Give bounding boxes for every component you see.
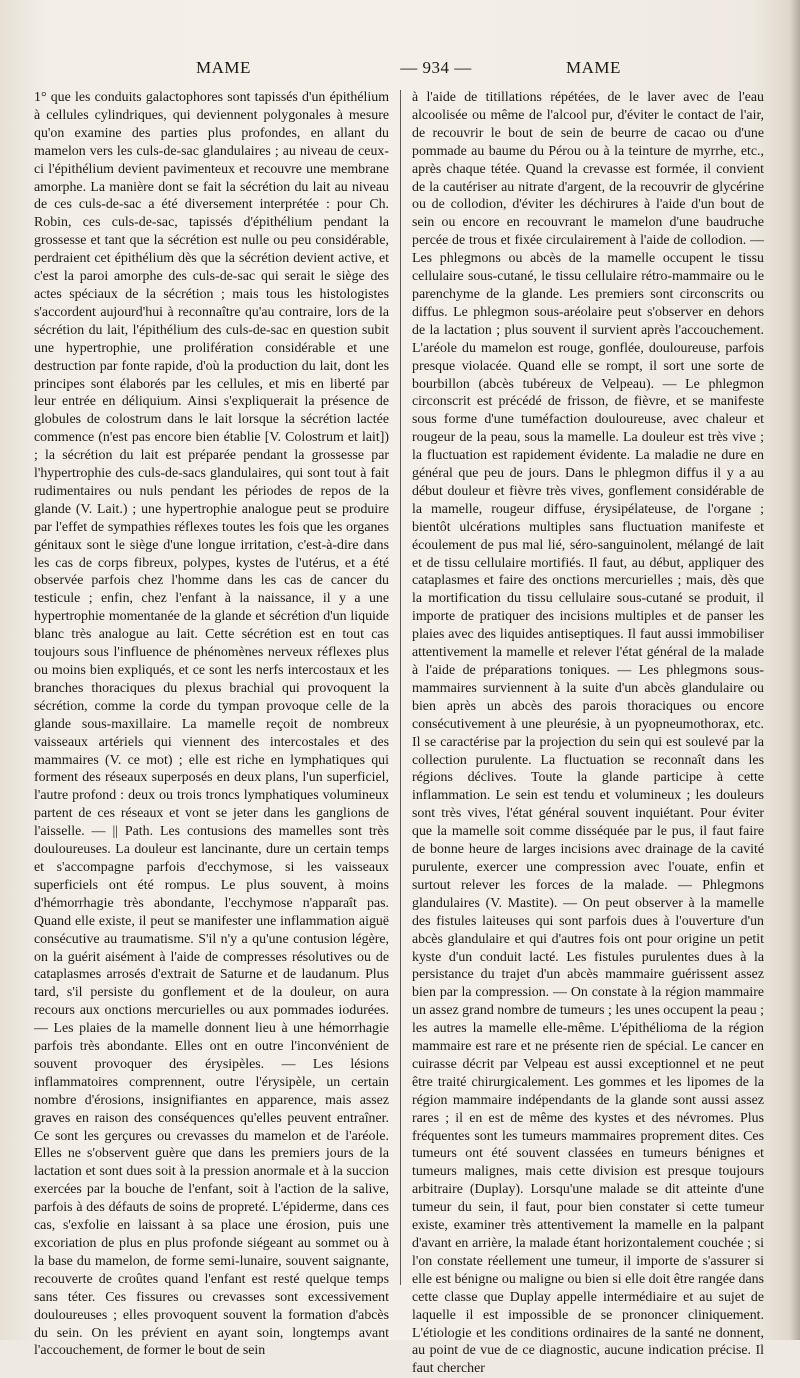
header-right-word: MAME	[566, 58, 621, 77]
text-column-left	[34, 89, 389, 1360]
page-number: — 934 —	[400, 58, 472, 77]
running-header	[34, 58, 770, 84]
column-left-text: 1° que les conduits galactophores sont tapissés d'un épithélium à cellules cylindriques, qui deviennent polygonales à mesure qu'on examine des parties plus profondes, en allant du mamelon vers les culs-de-sac glandulaires ; au niveau de ceux-ci l'épithélium devient pavimenteux et recouvre une membrane amorphe. La manière dont se fait la sécrétion du lait au niveau de ces culs-de-sac a été diversement interprétée : pour Ch. Robin, ces culs-de-sac, tapissés d'épithélium pendant la grossesse et tant que la sécrétion est nulle ou peu considérable, perdraient cet épithélium dès que la sécrétion devient active, et c'est la paroi amorphe des culs-de-sac qui serait le siège des actes spéciaux de la sécrétion ; mais tous les histologistes s'accordent aujourd'hui à reconnaître qu'au contraire, lors de la sécrétion du lait, l'épithélium des culs-de-sac en question subit une hypertrophie, une prolifération considérable et une destruction par fonte rapide, d'où la production du lait, dont les principes sont élaborés par les cellules, et mis en liberté par leur entrée en déliquium. Ainsi s'expliquerait la présence de globules de colostrum dans le lait lorsque la sécrétion lactée commence (n'est pas encore bien établie [V. Colostrum et lait]) ; la sécrétion du lait est préparée pendant la grossesse par l'hypertrophie des culs-de-sacs glandulaires, qui sont tout à fait rudimentaires ou nuls pendant les périodes de repos de la glande (V. Lait.) ; une hypertrophie analogue peut se produire par l'effet de sympathies réflexes toutes les fois que les organes génitaux sont le siège d'une longue irritation, c'est-à-dire dans les cas de corps fibreux, polypes, kystes de l'utérus, et a été observée parfois chez l'homme dans les cas de cancer du testicule ; enfin, chez l'enfant à la naissance, il y a une hypertrophie momentanée de la glande et sécrétion d'un liquide blanc très analogue au lait. Cette sécrétion est en tout cas toujours sous l'influence de phénomènes nerveux réflexes plus ou moins bien expliqués, et ce sont les nerfs intercostaux et les branches thoraciques du plexus brachial qui provoquent la sécrétion, comme la corde du tympan provoque celle de la glande sous-maxillaire. La mamelle reçoit de nombreux vaisseaux artériels qui viennent des intercostales et des mammaires (V. ce mot) ; elle est riche en lymphatiques qui forment des réseaux superposés en deux plans, l'un superficiel, l'autre profond : deux ou trois troncs lymphatiques volumineux partent de ces réseaux et vont se jeter dans les ganglions de l'aisselle. — || Path. Les contusions des mamelles sont très douloureuses. La douleur est lancinante, dure un certain temps et s'accompagne parfois d'ecchymose, si les vaisseaux superficiels ont été rompus. Le plus souvent, à moins d'hémorrhagie très abondante, l'ecchymose n'apparaît pas. Quand elle existe, il peut se manifester une inflammation aiguë consécutive au traumatisme. S'il n'y a qu'une contusion légère, on la guérit aisément à l'aide de compresses résolutives ou de cataplasmes arrosés d'extrait de Saturne et de laudanum. Plus tard, s'il persiste du gonflement et de la douleur, on aura recours aux onctions mercurielles ou aux pommades iodurées. — Les plaies de la mamelle donnent lieu à une hémorrhagie parfois très abondante. Elles ont en outre l'inconvénient de souvent provoquer des érysipèles. — Les lésions inflammatoires comprennent, outre l'érysipèle, un certain nombre d'érosions, insignifiantes en apparence, mais assez graves en raison des conséquences qu'elles peuvent entraîner. Ce sont les gerçures ou crevasses du mamelon et de l'aréole. Elles ne s'observent guère que dans les premiers jours de la lactation et sont dues soit à la pression anormale et à la succion exercées par la bouche de l'enfant, soit à l'action de la salive, parfois à des défauts de soins de propreté. L'épiderme, dans ces cas, s'exfolie en laissant à sa place une érosion, puis une excoriation de plus en plus profonde siégeant au sommet ou à la base du mamelon, de forme semi-lunaire, souvent saignante, recouverte de croûtes quand l'enfant est resté quelque temps sans téter. Ces fissures ou crevasses sont excessivement douloureuses ; elles provoquent souvent la formation d'abcès du sein. On les prévient en ayant soin, longtemps avant l'accouchement, de former le bout de sein	[34, 90, 389, 1359]
column-right-text: à l'aide de titillations répétées, de le laver avec de l'eau alcoolisée ou même de l'alcool pur, d'éviter le contact de l'air, de recouvrir le bout de sein de beurre de cacao ou d'une pommade au baume du Pérou ou à la teinture de myrrhe, etc., après chaque tétée. Quand la crevasse est formée, il convient de la cautériser au nitrate d'argent, de la recouvrir de glycérine ou de collodion, d'éviter les déchirures à l'aide d'un bout de sein ou encore en recouvrant le mamelon d'une baudruche percée de trous et fixée circulairement à l'aide de collodion. — Les phlegmons ou abcès de la mamelle occupent le tissu cellulaire sous-cutané, le tissu cellulaire rétro-mammaire ou le parenchyme de la glande. Les premiers sont circonscrits ou diffus. Le phlegmon sous-aréolaire peut s'observer en dehors de la lactation ; plus souvent il survient après l'accouchement. L'aréole du mamelon est rouge, gonflée, douloureuse, parfois presque violacée. Quand elle se rompt, il sort une sorte de bourbillon (abcès tubéreux de Velpeau). — Le phlegmon circonscrit est précédé de frisson, de fièvre, et se manifeste sous forme d'une tuméfaction douloureuse, avec chaleur et rougeur de la peau, sous la mamelle. La douleur est très vive ; la fluctuation est rapidement évidente. La maladie ne dure en général que peu de jours. Dans le phlegmon diffus il y a au début douleur et fièvre très vives, gonflement considérable de la mamelle, rougeur diffuse, érysipélateuse, de l'organe ; bientôt ulcérations multiples sans fluctuation manifeste et écoulement de pus mal lié, séro-sanguinolent, mélangé de lait et de tissu cellulaire mortifiés. Il faut, au début, appliquer des cataplasmes et faire des onctions mercurielles ; mais, dès que la mortification du tissu cellulaire sous-cutané se produit, il importe de pratiquer des incisions multiples et de panser les plaies avec des liquides antiseptiques. Il faut aussi immobiliser attentivement la mamelle et relever l'état général de la malade à l'aide de préparations toniques. — Les phlegmons sous-mammaires surviennent à la suite d'un abcès glandulaire ou bien après un abcès des parois thoraciques ou encore consécutivement à une pleurésie, à un pyopneumothorax, etc. Il se caractérise par la projection du sein qui est soulevé par la collection purulente. La fluctuation se reconnaît dans les régions déclives. Toute la glande participe à cette inflammation. Le sein est tendu et volumineux ; les douleurs sont très vives, l'état général souvent inquiétant. Pour éviter que la mamelle soit comme disséquée par le pus, il faut faire de bonne heure de larges incisions avec drainage de la cavité purulente, exercer une compression avec l'ouate, enfin et surtout relever les forces de la malade. — Phlegmons glandulaires (V. Mastite). — On peut observer à la mamelle des fistules laiteuses qui sont parfois dues à l'ouverture d'un abcès glandulaire et qui d'autres fois ont pour origine un petit kyste d'un conduit lacté. Les fistules purulentes dues à la persistance du trajet d'un abcès mammaire guérissent assez bien par la compression. — On constate à la région mammaire un assez grand nombre de tumeurs ; les unes occupent la peau ; les autres la mamelle elle-même. L'épithélioma de la région mammaire est rare et ne présente rien de spécial. Le cancer en cuirasse décrit par Velpeau est aussi exceptionnel et ne peut être traité chirurgicalement. Les gommes et les lipomes de la région mammaire indépendants de la glande sont aussi assez rares ; il en est de même des kystes et des névromes. Plus fréquentes sont les tumeurs mammaires proprement dites. Ces tumeurs ont été souvent classées en tumeurs bénignes et tumeurs malignes, mais cette division est presque toujours arbitraire (Duplay). Lorsqu'une malade se dit atteinte d'une tumeur du sein, il faut, pour bien constater si cette tumeur existe, examiner très attentivement la mamelle en la palpant d'avant en arrière, la malade étant horizontalement couchée ; si l'on constate réellement une tumeur, il importe de s'assurer si elle est bénigne ou maligne ou bien si elle doit être rangée dans cette classe que Duplay appelle intermédiaire et au sujet de laquelle il est impossible de se prononcer cliniquement. L'étiologie et les conditions ordinaires de la santé ne donnent, au point de vue de ce diagnostic, aucune indication précise. Il faut chercher	[412, 90, 764, 1377]
column-divider	[400, 90, 401, 1285]
text-column-right	[412, 89, 764, 1378]
header-left-word: MAME	[196, 58, 251, 77]
scan-edge-shadow	[790, 0, 800, 1340]
